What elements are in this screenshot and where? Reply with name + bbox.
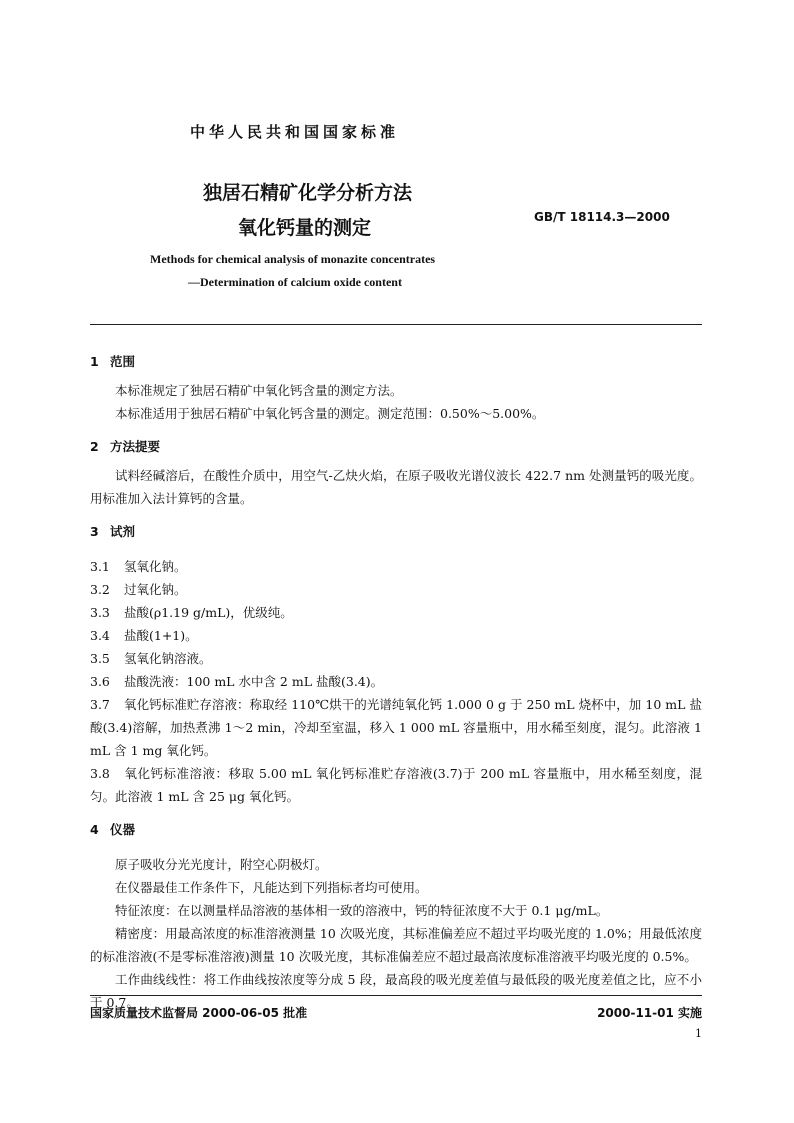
page-number: 1 [695, 1027, 702, 1040]
chinese-title-line-2: 氧化钙量的测定 [238, 217, 372, 239]
national-standard-heading: 中华人民共和国国家标准 [190, 123, 400, 141]
section-3-heading [90, 520, 702, 543]
reagent-item [90, 762, 702, 808]
document-body [90, 346, 702, 1014]
section-number: 2 [90, 439, 99, 454]
reagent-item [90, 670, 702, 693]
paragraph: 原子吸收分光光度计，附空心阴极灯。 [115, 857, 328, 872]
paragraph: 工作曲线线性：将工作曲线按浓度等分成 5 段，最高段的吸光度差值与最低段的吸光度差值之比，应不小于 0.7。 [90, 972, 702, 1010]
section-title: 仪器 [110, 822, 136, 837]
item-text: 过氧化钠。 [124, 582, 187, 597]
section-number: 4 [90, 822, 99, 837]
bottom-divider [90, 995, 702, 996]
item-text: 盐酸(1+1)。 [124, 628, 198, 643]
item-number: 3.6 [90, 674, 110, 689]
reagent-item [90, 555, 702, 578]
top-divider [90, 324, 702, 325]
item-number: 3.8 [90, 766, 110, 781]
approval-note: 国家质量技术监督局 2000-06-05 批准 [90, 1006, 308, 1020]
implementation-date: 2000-11-01 实施 [597, 1006, 702, 1020]
item-text: 氢氧化钠溶液。 [124, 651, 212, 666]
item-number: 3.1 [90, 559, 110, 574]
section-number: 3 [90, 524, 99, 539]
reagent-item [90, 601, 702, 624]
item-number: 3.7 [90, 697, 110, 712]
reagent-item [90, 624, 702, 647]
item-text: 氧化钙标准贮存溶液：称取经 110℃烘干的光谱纯氧化钙 1.000 0 g 于 250 mL 烧杯中，加 10 mL 盐酸(3.4)溶解，加热煮沸 1～2 min，冷却至室温，移入 1 000 mL 容量瓶中，用水稀至刻度，混匀。此溶液 1 mL 含 1 mg 氧化钙。 [90, 697, 702, 758]
standard-code: GB/T 18114.3—2000 [534, 210, 670, 224]
item-text: 氢氧化钠。 [124, 559, 187, 574]
section-1-heading [90, 350, 702, 373]
paragraph: 本标准适用于独居石精矿中氧化钙含量的测定。测定范围：0.50%～5.00%。 [115, 406, 545, 421]
english-title-line-1: Methods for chemical analysis of monazite concentrates [150, 252, 436, 266]
section-title: 试剂 [110, 524, 136, 539]
section-title: 范围 [110, 354, 136, 369]
item-text: 盐酸洗液：100 mL 水中含 2 mL 盐酸(3.4)。 [124, 674, 384, 689]
item-text: 氧化钙标准溶液：移取 5.00 mL 氧化钙标准贮存溶液(3.7)于 200 mL 容量瓶中，用水稀至刻度，混匀。此溶液 1 mL 含 25 μg 氧化钙。 [90, 766, 702, 804]
paragraph: 试料经碱溶后，在酸性介质中，用空气-乙炔火焰，在原子吸收光谱仪波长 422.7 nm 处测量钙的吸光度。用标准加入法计算钙的含量。 [90, 468, 702, 506]
item-number: 3.3 [90, 605, 110, 620]
reagent-item [90, 693, 702, 762]
reagent-item [90, 647, 702, 670]
section-number: 1 [90, 354, 99, 369]
section-4-heading [90, 818, 702, 841]
section-2-heading [90, 435, 702, 458]
reagent-item [90, 578, 702, 601]
paragraph: 精密度：用最高浓度的标准溶液测量 10 次吸光度，其标准偏差应不超过平均吸光度的 1.0%；用最低浓度的标准溶液(不是零标准溶液)测量 10 次吸光度，其标准偏差应不超过最高浓度标准溶液平均吸光度的 0.5%。 [90, 926, 702, 964]
paragraph: 特征浓度：在以测量样品溶液的基体相一致的溶液中，钙的特征浓度不大于 0.1 μg/mL。 [115, 903, 609, 918]
english-title-line-2: —Determination of calcium oxide content [188, 275, 402, 289]
item-number: 3.5 [90, 651, 110, 666]
item-number: 3.2 [90, 582, 110, 597]
item-text: 盐酸(ρ1.19 g/mL)，优级纯。 [124, 605, 293, 620]
chinese-title-line-1: 独居石精矿化学分析方法 [203, 182, 413, 204]
section-title: 方法提要 [110, 439, 161, 454]
item-number: 3.4 [90, 628, 110, 643]
paragraph: 在仪器最佳工作条件下，凡能达到下列指标者均可使用。 [115, 880, 428, 895]
paragraph: 本标准规定了独居石精矿中氧化钙含量的测定方法。 [115, 383, 403, 398]
